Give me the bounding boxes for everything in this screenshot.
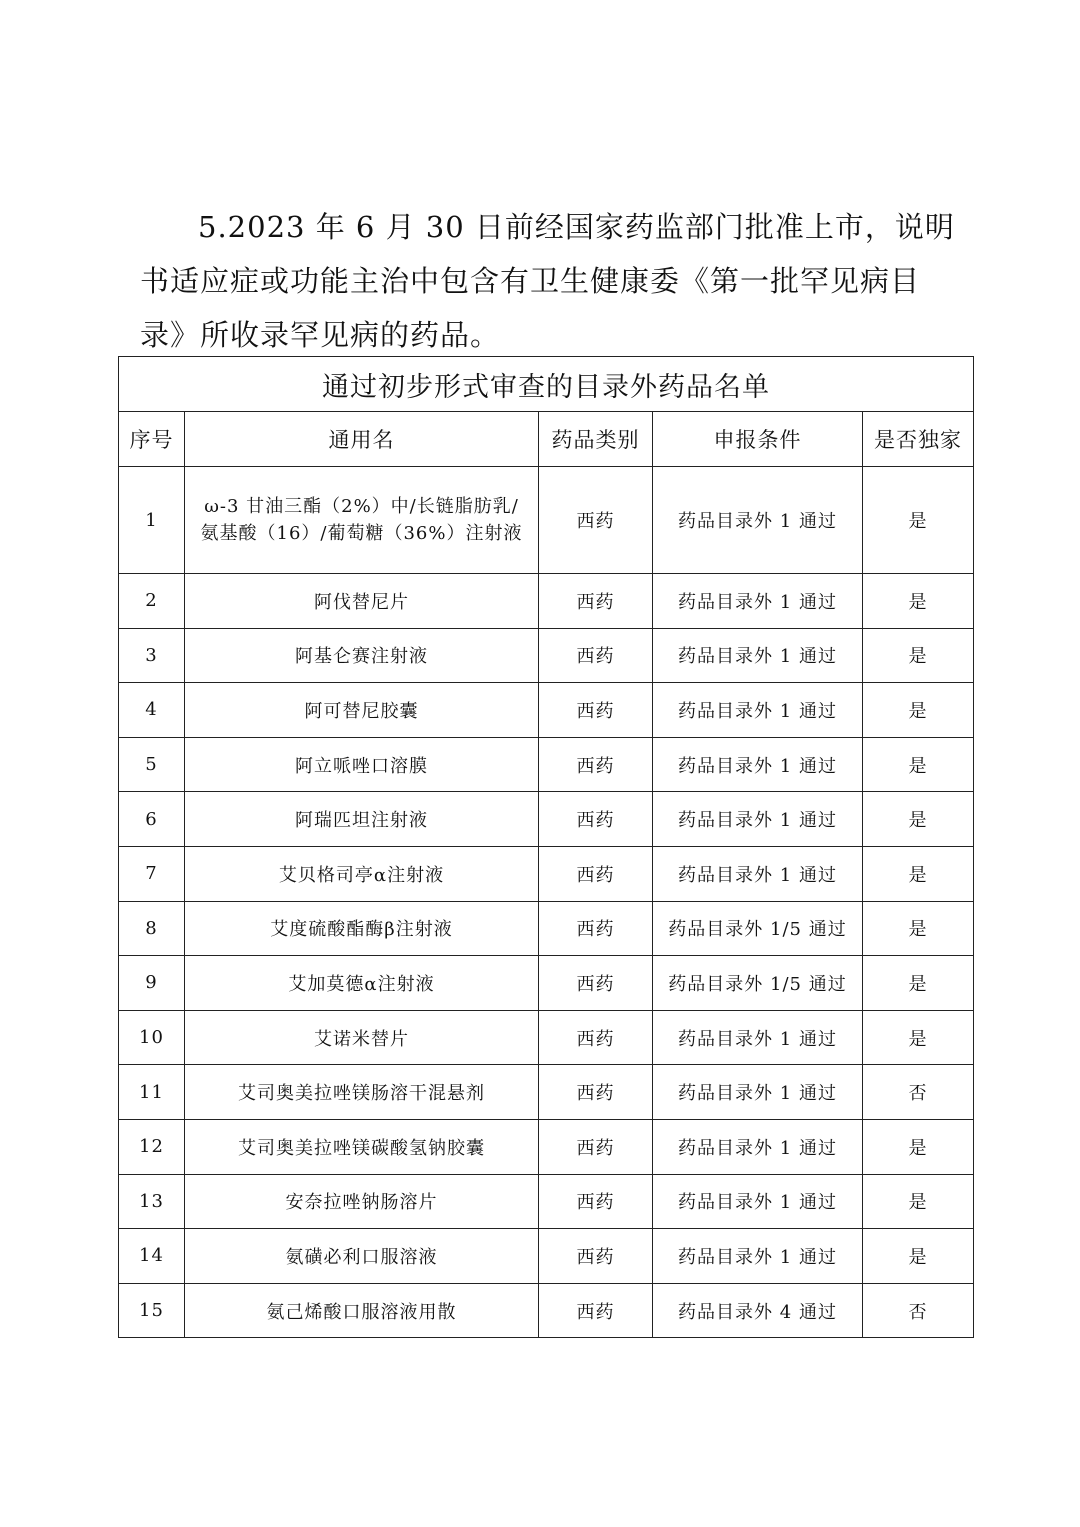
cell-application-condition: 药品目录外 1 通过 [653, 628, 863, 683]
cell-drug-category: 西药 [539, 574, 653, 629]
header-application-condition: 申报条件 [653, 412, 863, 467]
cell-generic-name: 艾度硫酸酯酶β注射液 [185, 901, 539, 956]
cell-exclusive: 是 [863, 737, 974, 792]
header-serial-number: 序号 [119, 412, 185, 467]
cell-application-condition: 药品目录外 1 通过 [653, 737, 863, 792]
intro-paragraph: 5.2023 年 6 月 30 日前经国家药监部门批准上市，说明书适应症或功能主治中包含有卫生健康委《第一批罕见病目录》所收录罕见病的药品。 [140, 210, 955, 352]
cell-generic-name: 阿立哌唑口溶膜 [185, 737, 539, 792]
table-title: 通过初步形式审查的目录外药品名单 [119, 357, 974, 412]
cell-serial-number: 4 [119, 683, 185, 738]
cell-generic-name: 阿可替尼胶囊 [185, 683, 539, 738]
table-row [119, 846, 974, 901]
cell-serial-number: 13 [119, 1174, 185, 1229]
header-drug-category: 药品类别 [539, 412, 653, 467]
table-row [119, 1174, 974, 1229]
cell-exclusive: 是 [863, 901, 974, 956]
cell-application-condition: 药品目录外 1/5 通过 [653, 901, 863, 956]
cell-generic-name: 艾加莫德α注射液 [185, 956, 539, 1011]
cell-serial-number: 5 [119, 737, 185, 792]
cell-application-condition: 药品目录外 1 通过 [653, 1229, 863, 1284]
cell-drug-category: 西药 [539, 1010, 653, 1065]
cell-drug-category: 西药 [539, 1119, 653, 1174]
cell-application-condition: 药品目录外 1 通过 [653, 1010, 863, 1065]
cell-exclusive: 是 [863, 1229, 974, 1284]
cell-drug-category: 西药 [539, 901, 653, 956]
cell-serial-number: 3 [119, 628, 185, 683]
cell-exclusive: 是 [863, 1119, 974, 1174]
cell-generic-name: 阿伐替尼片 [185, 574, 539, 629]
cell-application-condition: 药品目录外 1 通过 [653, 1065, 863, 1120]
table-row [119, 737, 974, 792]
cell-generic-name [185, 467, 539, 574]
cell-generic-name: 阿瑞匹坦注射液 [185, 792, 539, 847]
cell-exclusive: 是 [863, 683, 974, 738]
cell-application-condition: 药品目录外 1 通过 [653, 574, 863, 629]
table-header-row [119, 412, 974, 467]
cell-serial-number: 7 [119, 846, 185, 901]
cell-application-condition: 药品目录外 1 通过 [653, 467, 863, 574]
cell-drug-category: 西药 [539, 628, 653, 683]
cell-generic-name: 氨磺必利口服溶液 [185, 1229, 539, 1284]
table-row [119, 1065, 974, 1120]
cell-application-condition: 药品目录外 1/5 通过 [653, 956, 863, 1011]
cell-application-condition: 药品目录外 1 通过 [653, 1119, 863, 1174]
drug-list-table-container [118, 356, 973, 1338]
cell-drug-category: 西药 [539, 1283, 653, 1338]
table-row [119, 1010, 974, 1065]
cell-drug-category: 西药 [539, 956, 653, 1011]
cell-generic-name: 艾司奥美拉唑镁肠溶干混悬剂 [185, 1065, 539, 1120]
cell-exclusive: 是 [863, 467, 974, 574]
cell-generic-name: 艾诺米替片 [185, 1010, 539, 1065]
cell-serial-number: 2 [119, 574, 185, 629]
cell-generic-name: 艾贝格司亭α注射液 [185, 846, 539, 901]
cell-application-condition: 药品目录外 1 通过 [653, 683, 863, 738]
cell-generic-name-line: ω-3 甘油三酯（2%）中/长链脂肪乳/ [204, 496, 519, 517]
table-row [119, 792, 974, 847]
cell-generic-name: 安奈拉唑钠肠溶片 [185, 1174, 539, 1229]
cell-exclusive: 是 [863, 574, 974, 629]
table-row [119, 683, 974, 738]
cell-serial-number: 11 [119, 1065, 185, 1120]
cell-generic-name-line: 氨基酸（16）/葡萄糖（36%）注射液 [200, 523, 523, 544]
table-row [119, 574, 974, 629]
cell-drug-category: 西药 [539, 683, 653, 738]
drug-list-table [118, 356, 974, 1338]
cell-exclusive: 是 [863, 956, 974, 1011]
cell-exclusive: 是 [863, 628, 974, 683]
table-row [119, 901, 974, 956]
cell-exclusive: 否 [863, 1283, 974, 1338]
table-row [119, 628, 974, 683]
cell-serial-number: 14 [119, 1229, 185, 1284]
cell-drug-category: 西药 [539, 792, 653, 847]
cell-application-condition: 药品目录外 1 通过 [653, 846, 863, 901]
table-row [119, 1119, 974, 1174]
cell-application-condition: 药品目录外 1 通过 [653, 1174, 863, 1229]
cell-serial-number: 15 [119, 1283, 185, 1338]
cell-drug-category: 西药 [539, 1229, 653, 1284]
cell-drug-category: 西药 [539, 1174, 653, 1229]
cell-generic-name: 氨己烯酸口服溶液用散 [185, 1283, 539, 1338]
cell-serial-number: 12 [119, 1119, 185, 1174]
cell-exclusive: 是 [863, 1174, 974, 1229]
cell-serial-number: 6 [119, 792, 185, 847]
cell-generic-name: 阿基仑赛注射液 [185, 628, 539, 683]
cell-drug-category: 西药 [539, 1065, 653, 1120]
cell-serial-number: 10 [119, 1010, 185, 1065]
table-row [119, 467, 974, 574]
cell-serial-number: 9 [119, 956, 185, 1011]
cell-serial-number: 1 [119, 467, 185, 574]
table-row [119, 1283, 974, 1338]
cell-drug-category: 西药 [539, 467, 653, 574]
header-exclusive: 是否独家 [863, 412, 974, 467]
table-row [119, 1229, 974, 1284]
cell-serial-number: 8 [119, 901, 185, 956]
cell-drug-category: 西药 [539, 846, 653, 901]
table-row [119, 956, 974, 1011]
cell-generic-name: 艾司奥美拉唑镁碳酸氢钠胶囊 [185, 1119, 539, 1174]
cell-exclusive: 否 [863, 1065, 974, 1120]
cell-exclusive: 是 [863, 846, 974, 901]
cell-exclusive: 是 [863, 792, 974, 847]
cell-application-condition: 药品目录外 1 通过 [653, 792, 863, 847]
cell-exclusive: 是 [863, 1010, 974, 1065]
cell-drug-category: 西药 [539, 737, 653, 792]
cell-application-condition: 药品目录外 4 通过 [653, 1283, 863, 1338]
header-generic-name: 通用名 [185, 412, 539, 467]
